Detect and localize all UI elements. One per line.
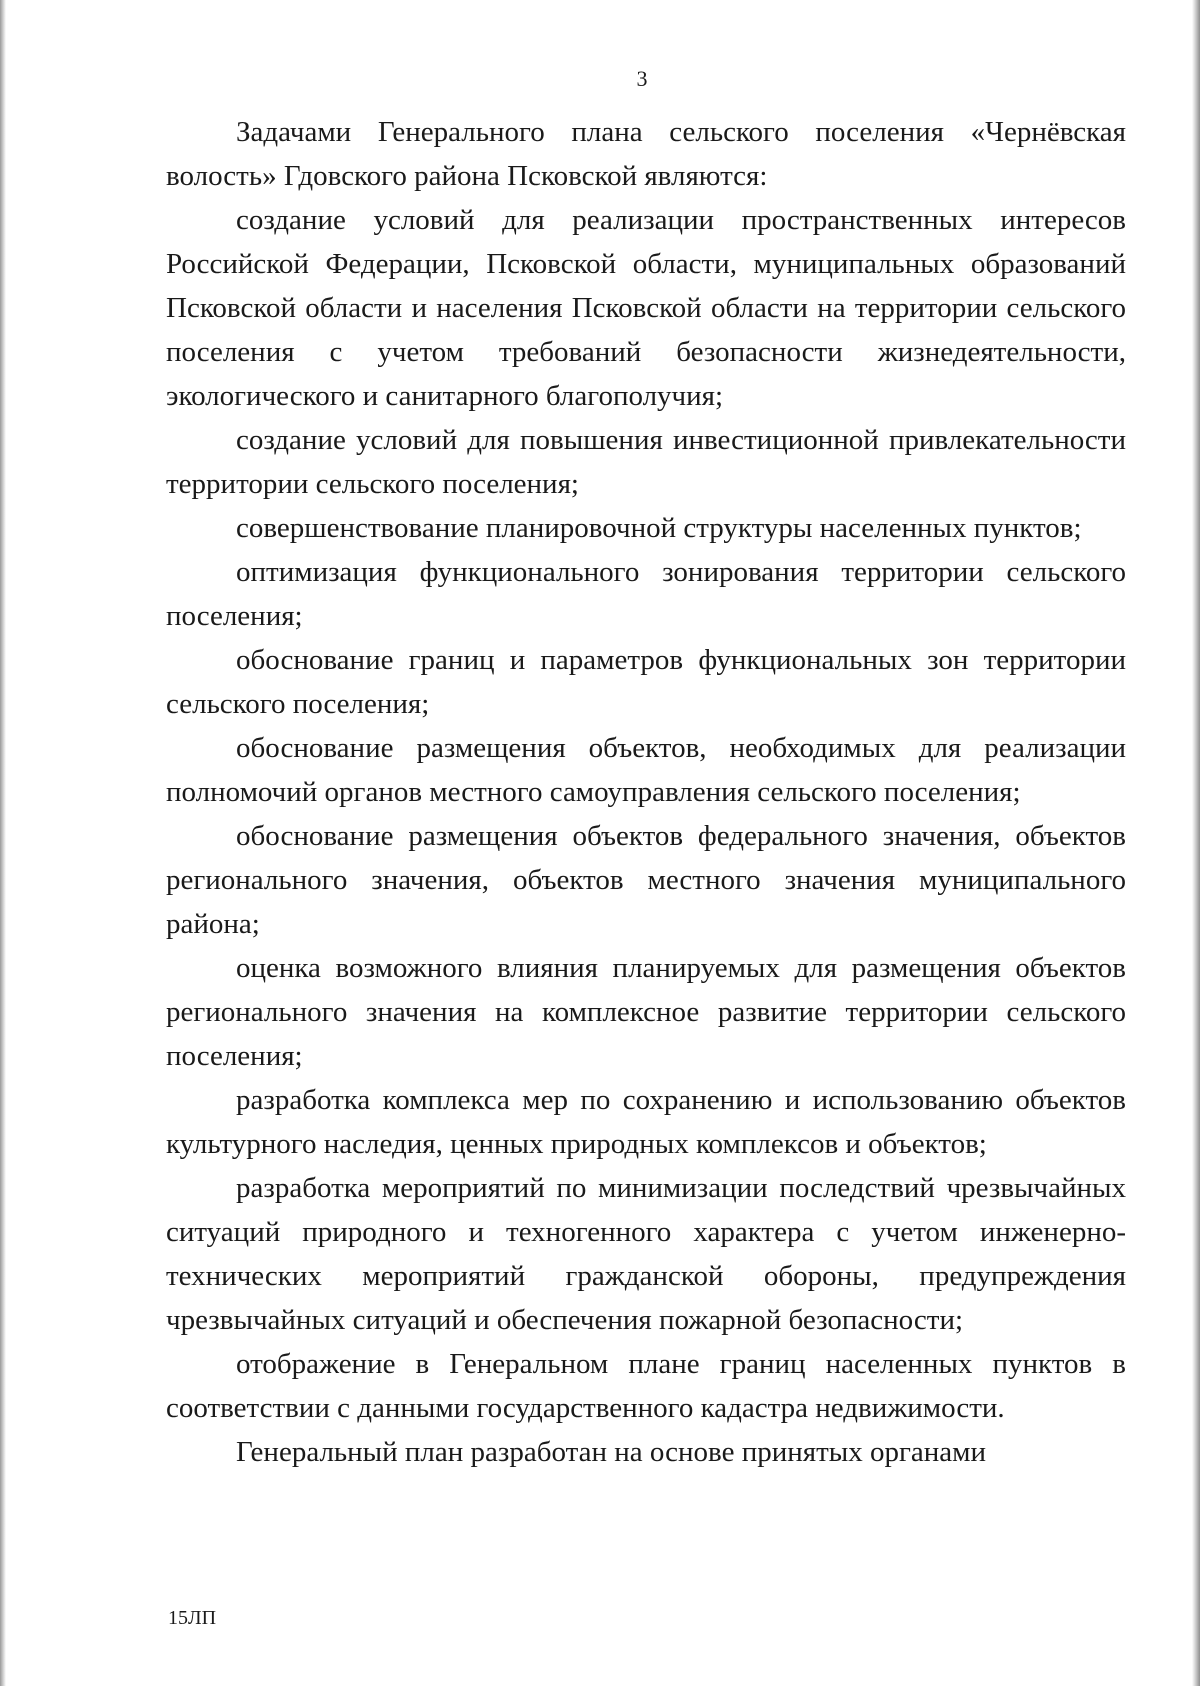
paragraph-task: создание условий для повышения инвестиционной привлекательности территории сельского поселения;	[166, 424, 1126, 500]
paragraph-task: совершенствование планировочной структуры населенных пунктов;	[236, 512, 1082, 544]
scan-edge-left	[0, 0, 6, 1686]
document-body	[166, 110, 1126, 1474]
paragraph-task: разработка комплекса мер по сохранению и использованию объектов культурного наследия, ценных природных комплексов и объектов;	[166, 1084, 1126, 1160]
paragraph-task: создание условий для реализации пространственных интересов Российской Федерации, Псковской области, муниципальных образований Псковской области и населения Псковской области на территории сельского поселения с учетом требований безопасности жизнедеятельности, экологического и санитарного благополучия;	[166, 204, 1126, 412]
scan-edge-right	[1192, 0, 1200, 1686]
paragraph-task: обоснование границ и параметров функциональных зон территории сельского поселения;	[166, 644, 1126, 720]
paragraph-task: разработка мероприятий по минимизации последствий чрезвычайных ситуаций природного и техногенного характера с учетом инженерно-технических мероприятий гражданской обороны, предупреждения чрезвычайных ситуаций и обеспечения пожарной безопасности;	[166, 1172, 1126, 1336]
paragraph-task: оптимизация функционального зонирования территории сельского поселения;	[166, 556, 1126, 632]
footer-code: 15ЛП	[168, 1607, 217, 1629]
paragraph-intro: Задачами Генерального плана сельского поселения «Чернёвская волость» Гдовского района Псковской являются:	[166, 116, 1126, 192]
paragraph-task: обоснование размещения объектов федерального значения, объектов регионального значения, объектов местного значения муниципального района;	[166, 820, 1126, 940]
paragraph-task: обоснование размещения объектов, необходимых для реализации полномочий органов местного самоуправления сельского поселения;	[166, 732, 1126, 808]
paragraph-task: отображение в Генеральном плане границ населенных пунктов в соответствии с данными государственного кадастра недвижимости.	[166, 1348, 1126, 1424]
page-number: 3	[636, 66, 648, 91]
paragraph-closing: Генеральный план разработан на основе принятых органами	[236, 1436, 987, 1468]
paragraph-task: оценка возможного влияния планируемых для размещения объектов регионального значения на комплексное развитие территории сельского поселения;	[166, 952, 1126, 1072]
